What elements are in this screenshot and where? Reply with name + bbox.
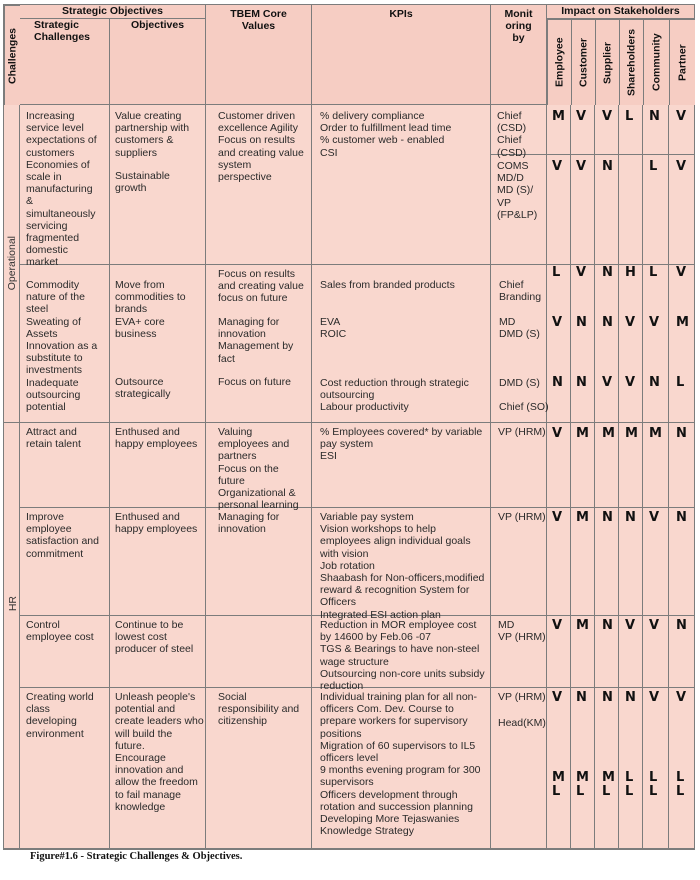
impact-mark: V: [625, 315, 636, 330]
header-kpis: KPIs: [312, 5, 491, 105]
impact-mark: V: [552, 510, 563, 525]
kpi-text: Reduction in MOR employee cost by 14600 by Feb.06 -07 TGS & Bearings to have non-steel wage structure Outsourcing non-core units subsidy reduction: [320, 619, 485, 693]
kpi-text: EVA ROIC: [320, 316, 347, 341]
kpi-text: % delivery compliance Order to fulfillment lead time % customer web - enabled CSI: [320, 110, 452, 159]
impact-cell: [571, 265, 595, 423]
challenge-text: Commodity nature of the steel Sweating of Assets Innovation as a substitute to investments Inadequate outsourcing potential: [26, 279, 98, 414]
tbem-text: Valuing employees and partners Focus on the future Organizational & personal learning: [218, 426, 299, 512]
impact-mark: V: [676, 109, 687, 124]
header-stakeholder-community: [643, 19, 669, 105]
header-monitoring: Monit oring by: [491, 5, 547, 105]
objective-text: Value creating partnership with customers & suppliers: [115, 110, 190, 159]
objective-text: Unleash people's potential and create leaders who will build the future. Encourage innovation and allow the freedom to fail manage knowledge: [115, 691, 204, 813]
impact-mark: V: [676, 690, 687, 705]
stakeholder-label: Supplier: [601, 41, 614, 84]
header-challenges-label: Challenges: [6, 27, 19, 84]
impact-mark: N: [649, 109, 660, 124]
tbem-text: Customer driven excellence Agility Focus on results and creating value system perspective: [218, 110, 304, 184]
impact-mark: N: [649, 375, 660, 390]
stakeholder-label: Community: [650, 33, 663, 92]
impact-mark: V: [552, 690, 563, 705]
impact-mark: M: [576, 510, 589, 525]
impact-mark: N: [676, 618, 687, 633]
section-operational-label: Operational: [6, 236, 18, 291]
impact-cell: [619, 155, 643, 265]
impact-mark: M: [552, 109, 565, 124]
impact-cell: [547, 688, 571, 849]
objective-text: Sustainable growth: [115, 170, 170, 195]
impact-mark: M L: [552, 770, 565, 799]
impact-mark: N: [602, 315, 613, 330]
impact-mark: N: [602, 510, 613, 525]
impact-mark: L L: [676, 770, 685, 799]
impact-cell: [669, 688, 695, 849]
kpi-text: Sales from branded products: [320, 279, 455, 291]
impact-mark: V: [576, 159, 587, 174]
impact-mark: N: [576, 690, 587, 705]
impact-mark: V: [625, 375, 636, 390]
objective-text: Outsource strategically: [115, 376, 171, 401]
monitor-text: VP (HRM): [498, 426, 546, 438]
challenge-text: Attract and retain talent: [26, 426, 81, 451]
impact-mark: N: [602, 690, 613, 705]
impact-mark: L L: [625, 770, 634, 799]
header-impact: Impact on Stakeholders: [547, 5, 695, 19]
monitor-text: COMS MD/D MD (S)/ VP (FP&LP): [497, 160, 538, 221]
cell: [491, 508, 547, 616]
impact-mark: M: [576, 426, 589, 441]
impact-mark: V: [576, 109, 587, 124]
impact-mark: M: [676, 315, 689, 330]
stakeholder-label: Shareholders: [625, 28, 638, 97]
header-strategic-challenges: Strategic Challenges: [20, 19, 110, 105]
impact-mark: N: [552, 375, 563, 390]
monitor-text: Chief (CSD) Chief (CSD): [497, 110, 527, 159]
impact-mark: N: [576, 315, 587, 330]
monitor-text: MD VP (HRM): [498, 619, 546, 644]
impact-mark: V: [602, 109, 613, 124]
objective-text: Continue to be lowest cost producer of steel: [115, 619, 194, 656]
monitor-text: Chief (SO): [499, 401, 549, 413]
impact-cell: [669, 265, 695, 423]
monitor-text: MD DMD (S): [499, 316, 540, 341]
header-objectives: Objectives: [110, 19, 206, 105]
figure-caption: Figure#1.6 - Strategic Challenges & Objectives.: [30, 851, 243, 862]
impact-mark: V: [552, 159, 563, 174]
impact-cell: [619, 688, 643, 849]
challenge-text: Control employee cost: [26, 619, 94, 644]
impact-mark: N: [602, 159, 613, 174]
impact-cell: [595, 688, 619, 849]
kpi-text: Individual training plan for all non- officers Com. Dev. Course to prepare workers for supervisory positions Migration of 60 supervisors to IL5 officers level 9 months evening program for 300 supervisors Officers development through rotation and succession planning Developing More Tejaswanies Knowledge Strategy: [320, 691, 481, 838]
impact-mark: V: [649, 315, 660, 330]
header-strategic-objectives: Strategic Objectives: [20, 5, 206, 19]
monitor-text: VP (HRM): [498, 511, 546, 523]
impact-mark: N: [625, 510, 636, 525]
objective-text: Enthused and happy employees: [115, 511, 198, 536]
impact-mark: V: [676, 159, 687, 174]
tbem-text: Managing for innovation Management by fact: [218, 316, 294, 365]
impact-mark: L: [649, 159, 658, 174]
challenge-text: Improve employee satisfaction and commitment: [26, 511, 99, 560]
impact-mark: L: [625, 109, 634, 124]
header-stakeholder-customer: [571, 19, 595, 105]
tbem-text: Social responsibility and citizenship: [218, 691, 300, 728]
monitor-text: Head(KM): [498, 717, 546, 729]
objective-text: Move from commodities to brands EVA+ core business: [115, 279, 186, 340]
monitor-text: VP (HRM): [498, 691, 546, 703]
cell: [491, 688, 547, 849]
kpi-text: % Employees covered* by variable pay system ESI: [320, 426, 483, 463]
impact-mark: V: [625, 618, 636, 633]
impact-mark: L: [649, 265, 658, 280]
impact-mark: H: [625, 265, 636, 280]
impact-mark: V: [649, 690, 660, 705]
stakeholder-label: Customer: [577, 38, 590, 88]
impact-cell: [619, 265, 643, 423]
monitor-text: Chief Branding: [499, 279, 542, 304]
impact-mark: V: [649, 510, 660, 525]
impact-mark: N: [576, 375, 587, 390]
challenge-text: Creating world class developing environment: [26, 691, 94, 740]
impact-mark: N: [602, 265, 613, 280]
section-hr: [4, 423, 20, 849]
impact-mark: N: [625, 690, 636, 705]
objective-text: Enthused and happy employees: [115, 426, 198, 451]
header-tbem: TBEM Core Values: [206, 5, 312, 105]
kpi-text: Cost reduction through strategic outsourcing Labour productivity: [320, 377, 469, 414]
impact-mark: V: [602, 375, 613, 390]
impact-mark: N: [676, 426, 687, 441]
impact-mark: N: [676, 510, 687, 525]
impact-cell: [547, 265, 571, 423]
header-stakeholder-employee: [547, 19, 571, 105]
impact-mark: M: [625, 426, 638, 441]
tbem-text: Focus on results and creating value focus on future: [218, 268, 304, 305]
header-stakeholder-supplier: [595, 19, 619, 105]
impact-mark: M L: [576, 770, 589, 799]
impact-cell: [643, 688, 669, 849]
header-stakeholder-partner: [669, 19, 695, 105]
stakeholder-label: Partner: [676, 44, 689, 81]
impact-mark: V: [649, 618, 660, 633]
tbem-text: Focus on future: [218, 376, 291, 388]
impact-mark: V: [552, 618, 563, 633]
kpi-text: Variable pay system Vision workshops to help employees align individual goals with vision Job rotation Shaabash for Non-officers,modified reward & recognition System for Officers Integrated ESI action plan: [320, 511, 485, 621]
impact-mark: L: [676, 375, 685, 390]
impact-mark: L L: [649, 770, 658, 799]
impact-mark: M: [576, 618, 589, 633]
impact-mark: V: [576, 265, 587, 280]
impact-mark: M: [649, 426, 662, 441]
impact-mark: V: [552, 315, 563, 330]
impact-mark: N: [602, 618, 613, 633]
impact-mark: M L: [602, 770, 615, 799]
impact-mark: L: [552, 265, 561, 280]
impact-cell: [595, 265, 619, 423]
tbem-text: Managing for innovation: [218, 511, 280, 536]
impact-cell: [643, 265, 669, 423]
monitor-text: DMD (S): [499, 377, 540, 389]
stakeholder-label: Employee: [553, 37, 566, 88]
impact-cell: [571, 688, 595, 849]
challenge-text: Increasing service level expectations of customers Economies of scale in manufacturing & simultaneously servicing fragmented domestic market: [26, 110, 97, 269]
impact-mark: V: [552, 426, 563, 441]
section-hr-label: HR: [7, 596, 19, 612]
cell: [206, 616, 312, 688]
header-challenges: [4, 5, 20, 105]
impact-mark: M: [602, 426, 615, 441]
impact-mark: V: [676, 265, 687, 280]
header-stakeholder-shareholders: [619, 19, 643, 105]
